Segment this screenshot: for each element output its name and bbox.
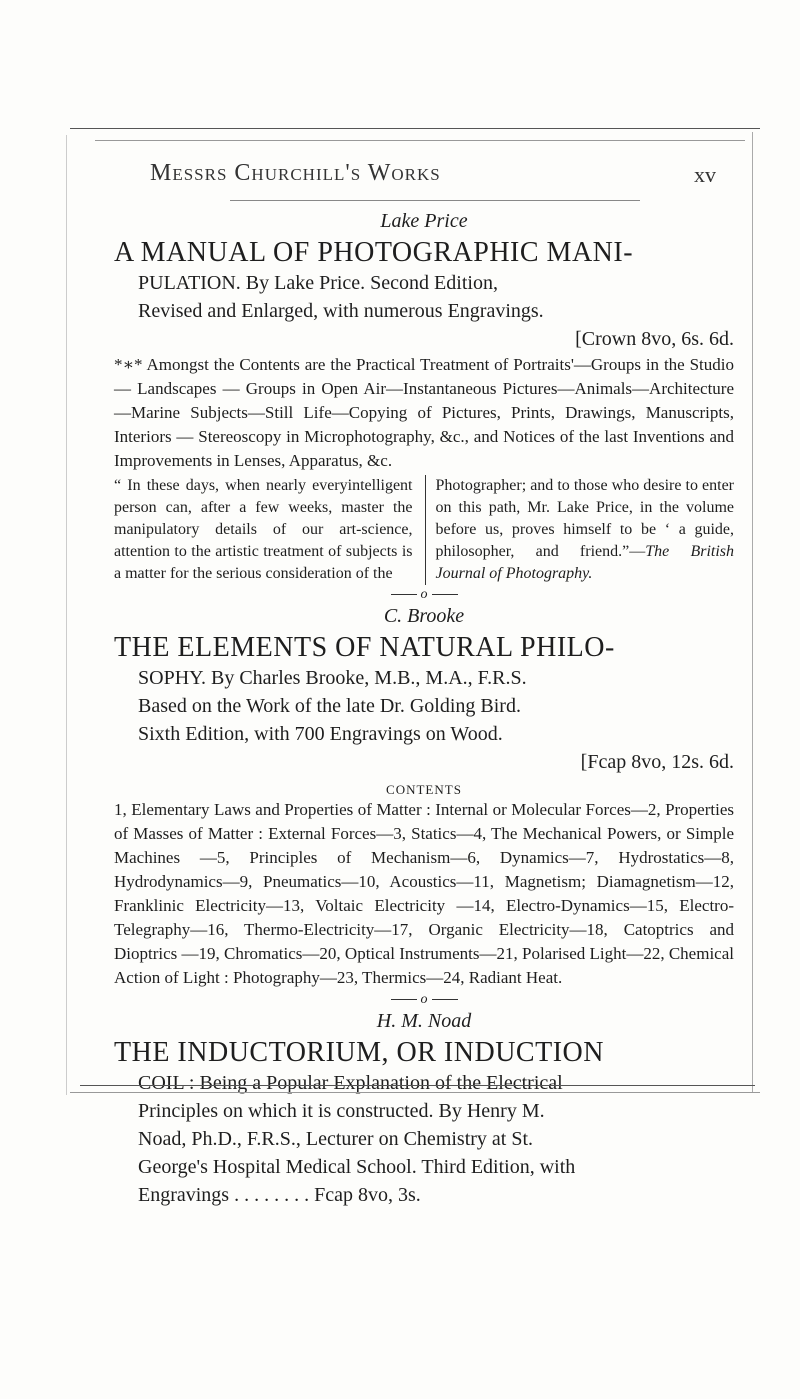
entry-brooke xyxy=(114,605,734,1008)
right-edge-rule xyxy=(752,132,753,1092)
left-edge-rule xyxy=(66,135,67,1095)
folio-number: xv xyxy=(694,162,716,187)
entry-title-line: THE INDUCTORIUM, OR INDUCTION xyxy=(114,1037,604,1068)
section-separator: o xyxy=(114,992,734,1008)
review-left-column: “ In these days, when nearly everyintelligent person can, after a few weeks, master the manipulatory details of our art-science, attention to the artistic treatment of subjects is a matter for the serious consideration of the xyxy=(114,477,413,582)
entry-title-line: A MANUAL OF PHOTOGRAPHIC MANI- xyxy=(114,237,634,268)
entry-title-line: COIL : Being a Popular Explanation of the Electrical xyxy=(138,1072,563,1094)
section-separator: o xyxy=(114,587,734,603)
entry-title-line: Sixth Edition, with 700 Engravings on Wood. xyxy=(138,723,503,745)
entry-price: [Fcap 8vo, 12s. 6d. xyxy=(580,751,734,773)
entry-author: C. Brooke xyxy=(383,605,465,627)
review-quote: Photographer; and to those who desire to enter on this path, Mr. Lake Price, in the volume before us, proves himself to be ‘ a guide, philosopher, and friend.”— xyxy=(435,477,734,560)
entry-note: *∗* Amongst the Contents are the Practical Treatment of Portraits'—Groups in the Studio — Landscapes — Groups in Open Air—Instantaneous Pictures—Animals—Architecture—Marine Subjects—Still Life—Copying of Pictures, Prints, Drawings, Manuscripts, Interiors — Stereoscopy in Microphotography, &c., and Notices of the last Inventions and Improvements in Lenses, Apparatus, &c. xyxy=(114,355,734,470)
top-rule xyxy=(70,128,760,129)
page-content xyxy=(114,210,734,1209)
entry-title-line: George's Hospital Medical School. Third Edition, with xyxy=(138,1156,576,1178)
review-right-column xyxy=(425,475,735,585)
entry-title-line: Noad, Ph.D., F.R.S., Lecturer on Chemistry at St. xyxy=(138,1128,534,1150)
entry-title-line: SOPHY. By Charles Brooke, M.B., M.A., F.R.S. xyxy=(138,667,527,689)
contents-list: 1, Elementary Laws and Properties of Matter : Internal or Molecular Forces—2, Properties of Masses of Matter : External Forces—3, Statics—4, The Mechanical Powers, or Simple Machines —5, Principles of Mechanism—6, Dynamics—7, Hydrostatics—8, Hydrodynamics—9, Pneumatics—10, Acoustics—11, Magnetism; Diamagnetism—12, Franklinic Electricity—13, Voltaic Electricity —14, Electro-Dynamics—15, Electro-Telegraphy—16, Thermo-Electricity—17, Organic Electricity—18, Catoptrics and Dioptrics —19, Chromatics—20, Optical Instruments—21, Polarised Light—22, Chemical Action of Light : Photography—23, Thermics—24, Radiant Heat. xyxy=(114,800,734,987)
entry-title-line: Engravings . . . . . . . . Fcap 8vo, 3s. xyxy=(138,1184,421,1206)
entry-title-line: PULATION. By Lake Price. Second Edition, xyxy=(138,272,498,294)
entry-title-line: Revised and Enlarged, with numerous Engravings. xyxy=(138,300,544,322)
header-rule xyxy=(230,200,640,201)
entry-price: [Crown 8vo, 6s. 6d. xyxy=(575,328,734,350)
review-source: The British Journal of Photography. xyxy=(435,543,735,582)
review-columns xyxy=(114,475,734,585)
running-title: Messrs Churchill's Works xyxy=(150,160,441,186)
entry-author: Lake Price xyxy=(380,210,468,232)
entry-author: H. M. Noad xyxy=(376,1010,472,1032)
top-rule-inner xyxy=(95,140,745,141)
bottom-rule xyxy=(80,1085,755,1086)
bottom-rule-outer xyxy=(70,1092,760,1093)
contents-heading: CONTENTS xyxy=(386,782,462,797)
entry-noad xyxy=(114,1010,734,1209)
entry-title-line: Based on the Work of the late Dr. Golding Bird. xyxy=(138,695,521,717)
entry-title-line: THE ELEMENTS OF NATURAL PHILO- xyxy=(114,632,615,663)
entry-lake-price xyxy=(114,210,734,603)
entry-title-line: Principles on which it is constructed. By Henry M. xyxy=(138,1100,545,1122)
